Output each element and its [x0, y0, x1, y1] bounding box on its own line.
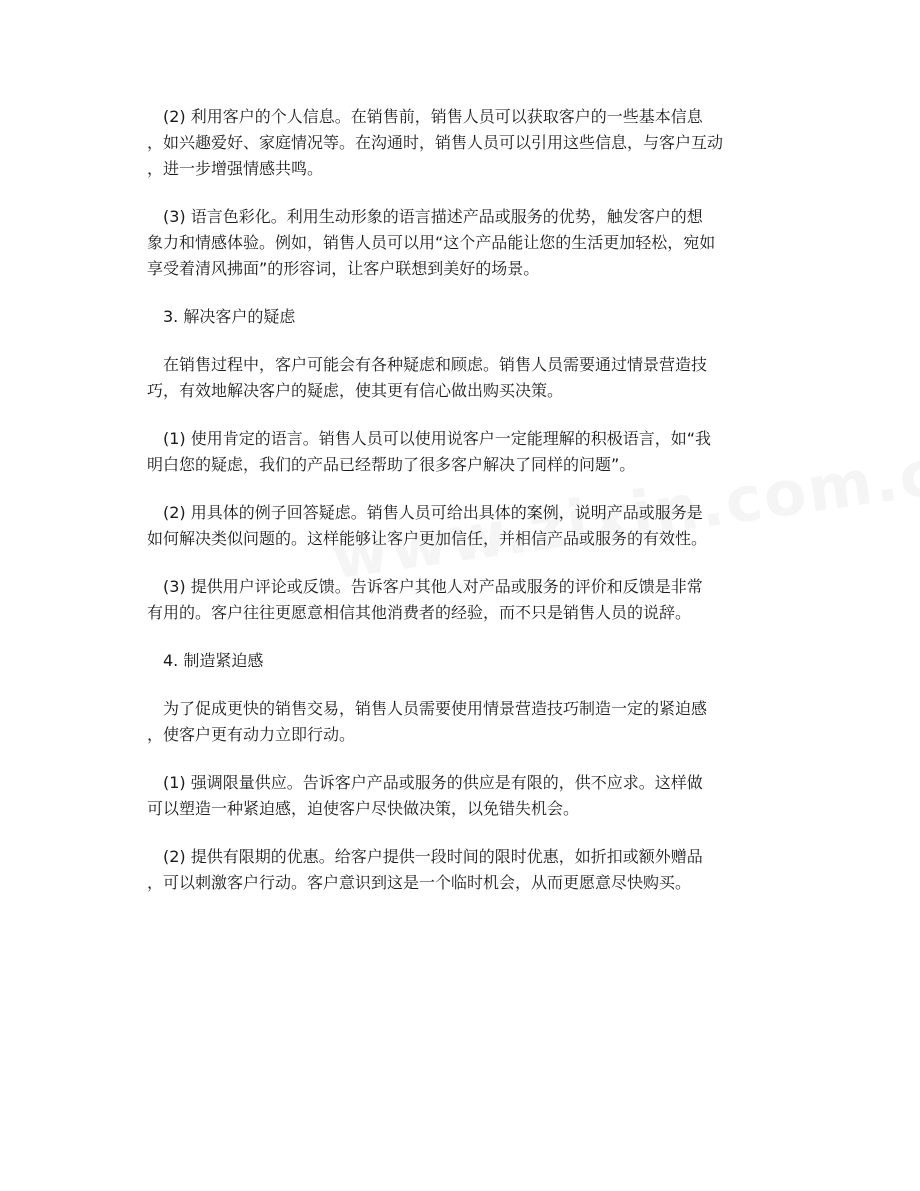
paragraph [147, 104, 773, 182]
paragraph [147, 500, 773, 552]
paragraph [147, 696, 773, 748]
text-line: ，使客户更有动力立即行动。 [147, 725, 356, 744]
text-line: 4. 制造紧迫感 [163, 651, 264, 670]
text-line: 巧，有效地解决客户的疑虑，使其更有信心做出购买决策。 [147, 381, 564, 400]
section-heading [163, 648, 773, 674]
text-line: ，可以刺激客户行动。客户意识到这是一个临时机会，从而更愿意尽快购买。 [147, 873, 692, 892]
text-line: 有用的。客户往往更愿意相信其他消费者的经验，而不只是销售人员的说辞。 [147, 603, 692, 622]
text-line: (1) 强调限量供应。告诉客户产品或服务的供应是有限的，供不应求。这样做 [163, 773, 703, 792]
text-line: 3. 解决客户的疑虑 [163, 307, 296, 326]
paragraph [147, 844, 773, 896]
paragraph [147, 770, 773, 822]
paragraph [147, 574, 773, 626]
text-line: (2) 利用客户的个人信息。在销售前，销售人员可以获取客户的一些基本信息 [163, 107, 703, 126]
text-line: 象力和情感体验。例如，销售人员可以用“这个产品能让您的生活更加轻松，宛如 [147, 233, 716, 252]
text-line: 享受着清风拂面”的形容词，让客户联想到美好的场景。 [147, 259, 540, 278]
text-line: (2) 提供有限期的优惠。给客户提供一段时间的限时优惠，如折扣或额外赠品 [163, 847, 703, 866]
text-line: ，如兴趣爱好、家庭情况等。在沟通时，销售人员可以引用这些信息，与客户互动 [147, 133, 724, 152]
text-line: (1) 使用肯定的语言。销售人员可以使用说客户一定能理解的积极语言，如“我 [163, 429, 712, 448]
text-line: 为了促成更快的销售交易，销售人员需要使用情景营造技巧制造一定的紧迫感 [163, 699, 708, 718]
text-line: 如何解决类似问题的。这样能够让客户更加信任，并相信产品或服务的有效性。 [147, 529, 708, 548]
text-line: ，进一步增强情感共鸣。 [147, 159, 324, 178]
document-body [147, 104, 773, 918]
text-line: 在销售过程中，客户可能会有各种疑虑和顾虑。销售人员需要通过情景营造技 [163, 355, 708, 374]
text-line: (2) 用具体的例子回答疑虑。销售人员可给出具体的案例，说明产品或服务是 [163, 503, 703, 522]
section-heading [163, 304, 773, 330]
paragraph [147, 426, 773, 478]
text-line: (3) 语言色彩化。利用生动形象的语言描述产品或服务的优势，触发客户的想 [163, 207, 703, 226]
paragraph [147, 352, 773, 404]
text-line: 可以塑造一种紧迫感，迫使客户尽快做决策，以免错失机会。 [147, 799, 580, 818]
text-line: (3) 提供用户评论或反馈。告诉客户其他人对产品或服务的评价和反馈是非常 [163, 577, 703, 596]
text-line: 明白您的疑虑，我们的产品已经帮助了很多客户解决了同样的问题”。 [147, 455, 636, 474]
paragraph [147, 204, 773, 282]
